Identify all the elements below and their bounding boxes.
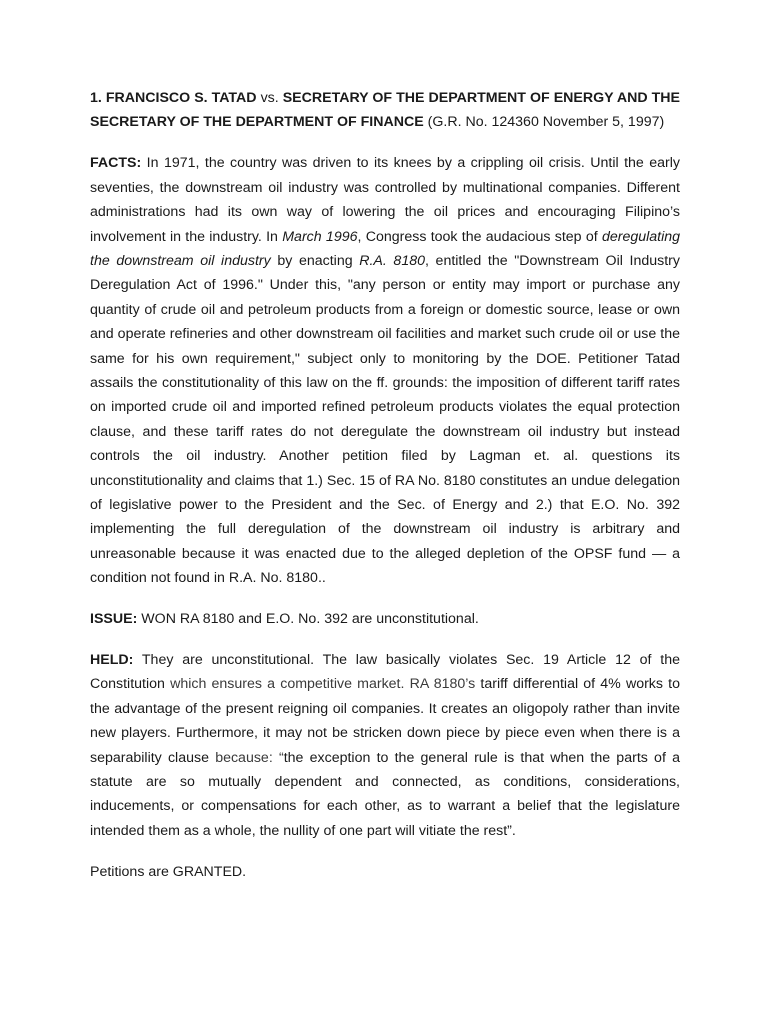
held-text-2: which ensures a competitive market. RA 8180’s [170, 676, 476, 693]
facts-text-1: In 1971, the country was driven to its knees by a crippling oil crisis. Until the early seventies, the downstream oil industry was controlled by multinational companies. Different administrations had its own way of lowering the oil prices and encouraging Filipino’s involvement in the industry. In [90, 155, 680, 245]
case-versus: vs. [260, 90, 279, 106]
facts-text-2: , Congress took the audacious step of [357, 228, 602, 245]
case-number: 1. [90, 90, 102, 106]
facts-date: March 1996 [282, 228, 358, 245]
held-text-1: They are unconstitutional. The law basically violates Sec. 19 Article 12 of the Constitution [90, 652, 680, 693]
case-petitioner: FRANCISCO S. TATAD [105, 90, 257, 106]
issue-paragraph [90, 607, 680, 631]
facts-deregulation: deregulating the downstream oil industry [90, 228, 681, 269]
case-heading [90, 86, 680, 135]
issue-text: WON RA 8180 and E.O. No. 392 are unconstitutional. [141, 611, 479, 628]
held-text-4: because: “ [215, 749, 284, 766]
disposition-text: Petitions are GRANTED. [90, 863, 247, 880]
facts-ra: R.A. 8180 [359, 252, 425, 269]
facts-text-3: by enacting [270, 252, 360, 269]
held-label: HELD: [90, 652, 134, 669]
held-text-5: the exception to the general rule is that when the parts of a statute are so mutually dependent and connected, as conditions, considerations, inducements, or compensations for each other, as to warrant a belief that the legislature intended them as a whole, the nullity of one part will vitiate the rest”. [90, 749, 680, 839]
facts-text-4: , entitled the "Downstream Oil Industry Deregulation Act of 1996." Under this, "any person or entity may import or purchase any quantity of crude oil and petroleum products from a foreign or domestic source, lease or own and operate refineries and other downstream oil facilities and market such crude oil or use the same for his own requirement," subject only to monitoring by the DOE. Petitioner Tatad assails the constitutionality of this law on the ff. grounds: the imposition of different tariff rates on imported crude oil and imported refined petroleum products violates the equal protection clause, and these tariff rates do not deregulate the downstream oil industry but instead controls the oil industry. Another petition filed by Lagman et. al. questions its unconstitutionality and claims that 1.) Sec. 15 of RA No. 8180 constitutes an undue delegation of legislative power to the President and the Sec. of Energy and 2.) that E.O. No. 392 implementing the full deregulation of the downstream oil industry is arbitrary and unreasonable because it was enacted due to the alleged depletion of the OPSF fund — a condition not found in R.A. No. 8180.. [90, 252, 680, 587]
case-respondent: SECRETARY OF THE DEPARTMENT OF ENERGY AND THE SECRETARY OF THE DEPARTMENT OF FINANCE [90, 90, 680, 131]
document-page [90, 86, 680, 901]
held-text-3: tariff differential of 4% works to the advantage of the present reigning oil companies. It creates an oligopoly rather than invite new players. Furthermore, it may not be stricken down piece by piece even when there is a separability clause [90, 676, 680, 766]
held-paragraph [90, 648, 680, 843]
facts-paragraph [90, 151, 680, 590]
issue-label: ISSUE: [90, 611, 138, 628]
case-citation: (G.R. No. 124360 November 5, 1997) [427, 114, 665, 131]
facts-label: FACTS: [90, 155, 142, 172]
disposition-paragraph [90, 860, 680, 884]
